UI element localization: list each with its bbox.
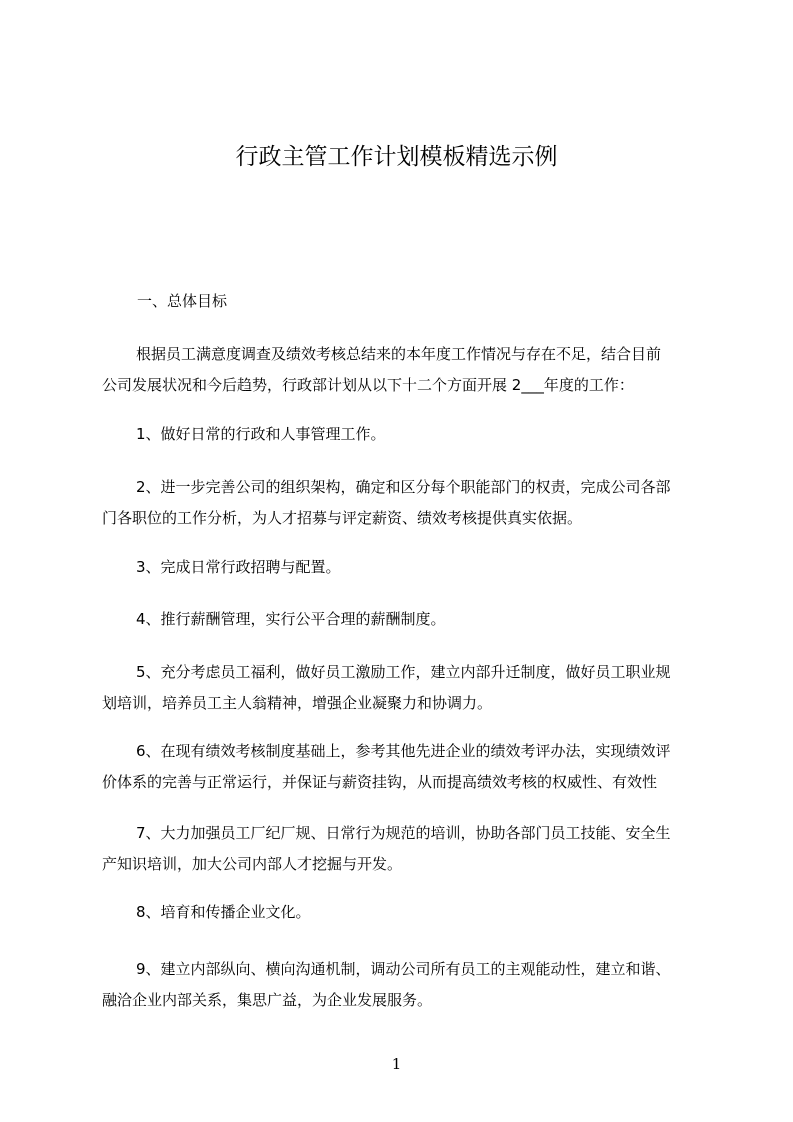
page-number: 1 [391,1055,402,1073]
paragraph-line: 划培训，培养员工主人翁精神，增强企业凝聚力和协调力。 [102,694,493,712]
paragraph-item-2 [102,472,713,534]
paragraph-line: 公司发展状况和今后趋势，行政部计划从以下十二个方面开展 2___年度的工作： [102,376,634,394]
paragraph-item-9 [102,954,713,1016]
paragraph-line: 7、大力加强员工厂纪厂规、日常行为规范的培训，协助各部门员工技能、安全生 [136,824,671,842]
section-heading: 一、总体目标 [137,292,228,310]
paragraph-line: 9、建立内部纵向、横向沟通机制，调动公司所有员工的主观能动性，建立和谐、 [136,960,671,978]
paragraph-line: 根据员工满意度调查及绩效考核总结来的本年度工作情况与存在不足，结合目前 [136,345,662,363]
paragraph-line: 8、培育和传播企业文化。 [136,903,311,921]
paragraph-item-5 [102,657,713,719]
paragraph-line: 产知识培训，加大公司内部人才挖掘与开发。 [102,855,403,873]
paragraph-item-8 [102,897,713,928]
paragraph-item-7 [102,818,713,880]
paragraph-line: 1、做好日常的行政和人事管理工作。 [136,425,386,443]
paragraph-line: 融洽企业内部关系，集思广益，为企业发展服务。 [102,991,433,1009]
paragraph-line: 门各职位的工作分析，为人才招募与评定薪资、绩效考核提供真实依据。 [102,509,583,527]
paragraph-line: 3、完成日常行政招聘与配置。 [136,558,341,576]
paragraph-line: 5、充分考虑员工福利，做好员工激励工作，建立内部升迁制度，做好员工职业规 [136,663,671,681]
paragraph-line: 4、推行薪酬管理，实行公平合理的薪酬制度。 [136,610,446,628]
paragraph-line: 价体系的完善与正常运行，并保证与薪资挂钩，从而提高绩效考核的权威性、有效性 [102,773,658,791]
paragraph-line: 2、进一步完善公司的组织架构，确定和区分每个职能部门的权责，完成公司各部 [136,478,671,496]
paragraph-item-3 [102,552,713,583]
paragraph-item-6 [102,736,713,798]
paragraph-intro [102,339,713,401]
paragraph-line: 6、在现有绩效考核制度基础上，参考其他先进企业的绩效考评办法，实现绩效评 [136,742,671,760]
paragraph-item-4 [102,604,713,635]
document-title: 行政主管工作计划模板精选示例 [235,144,558,170]
paragraph-item-1 [102,419,713,450]
